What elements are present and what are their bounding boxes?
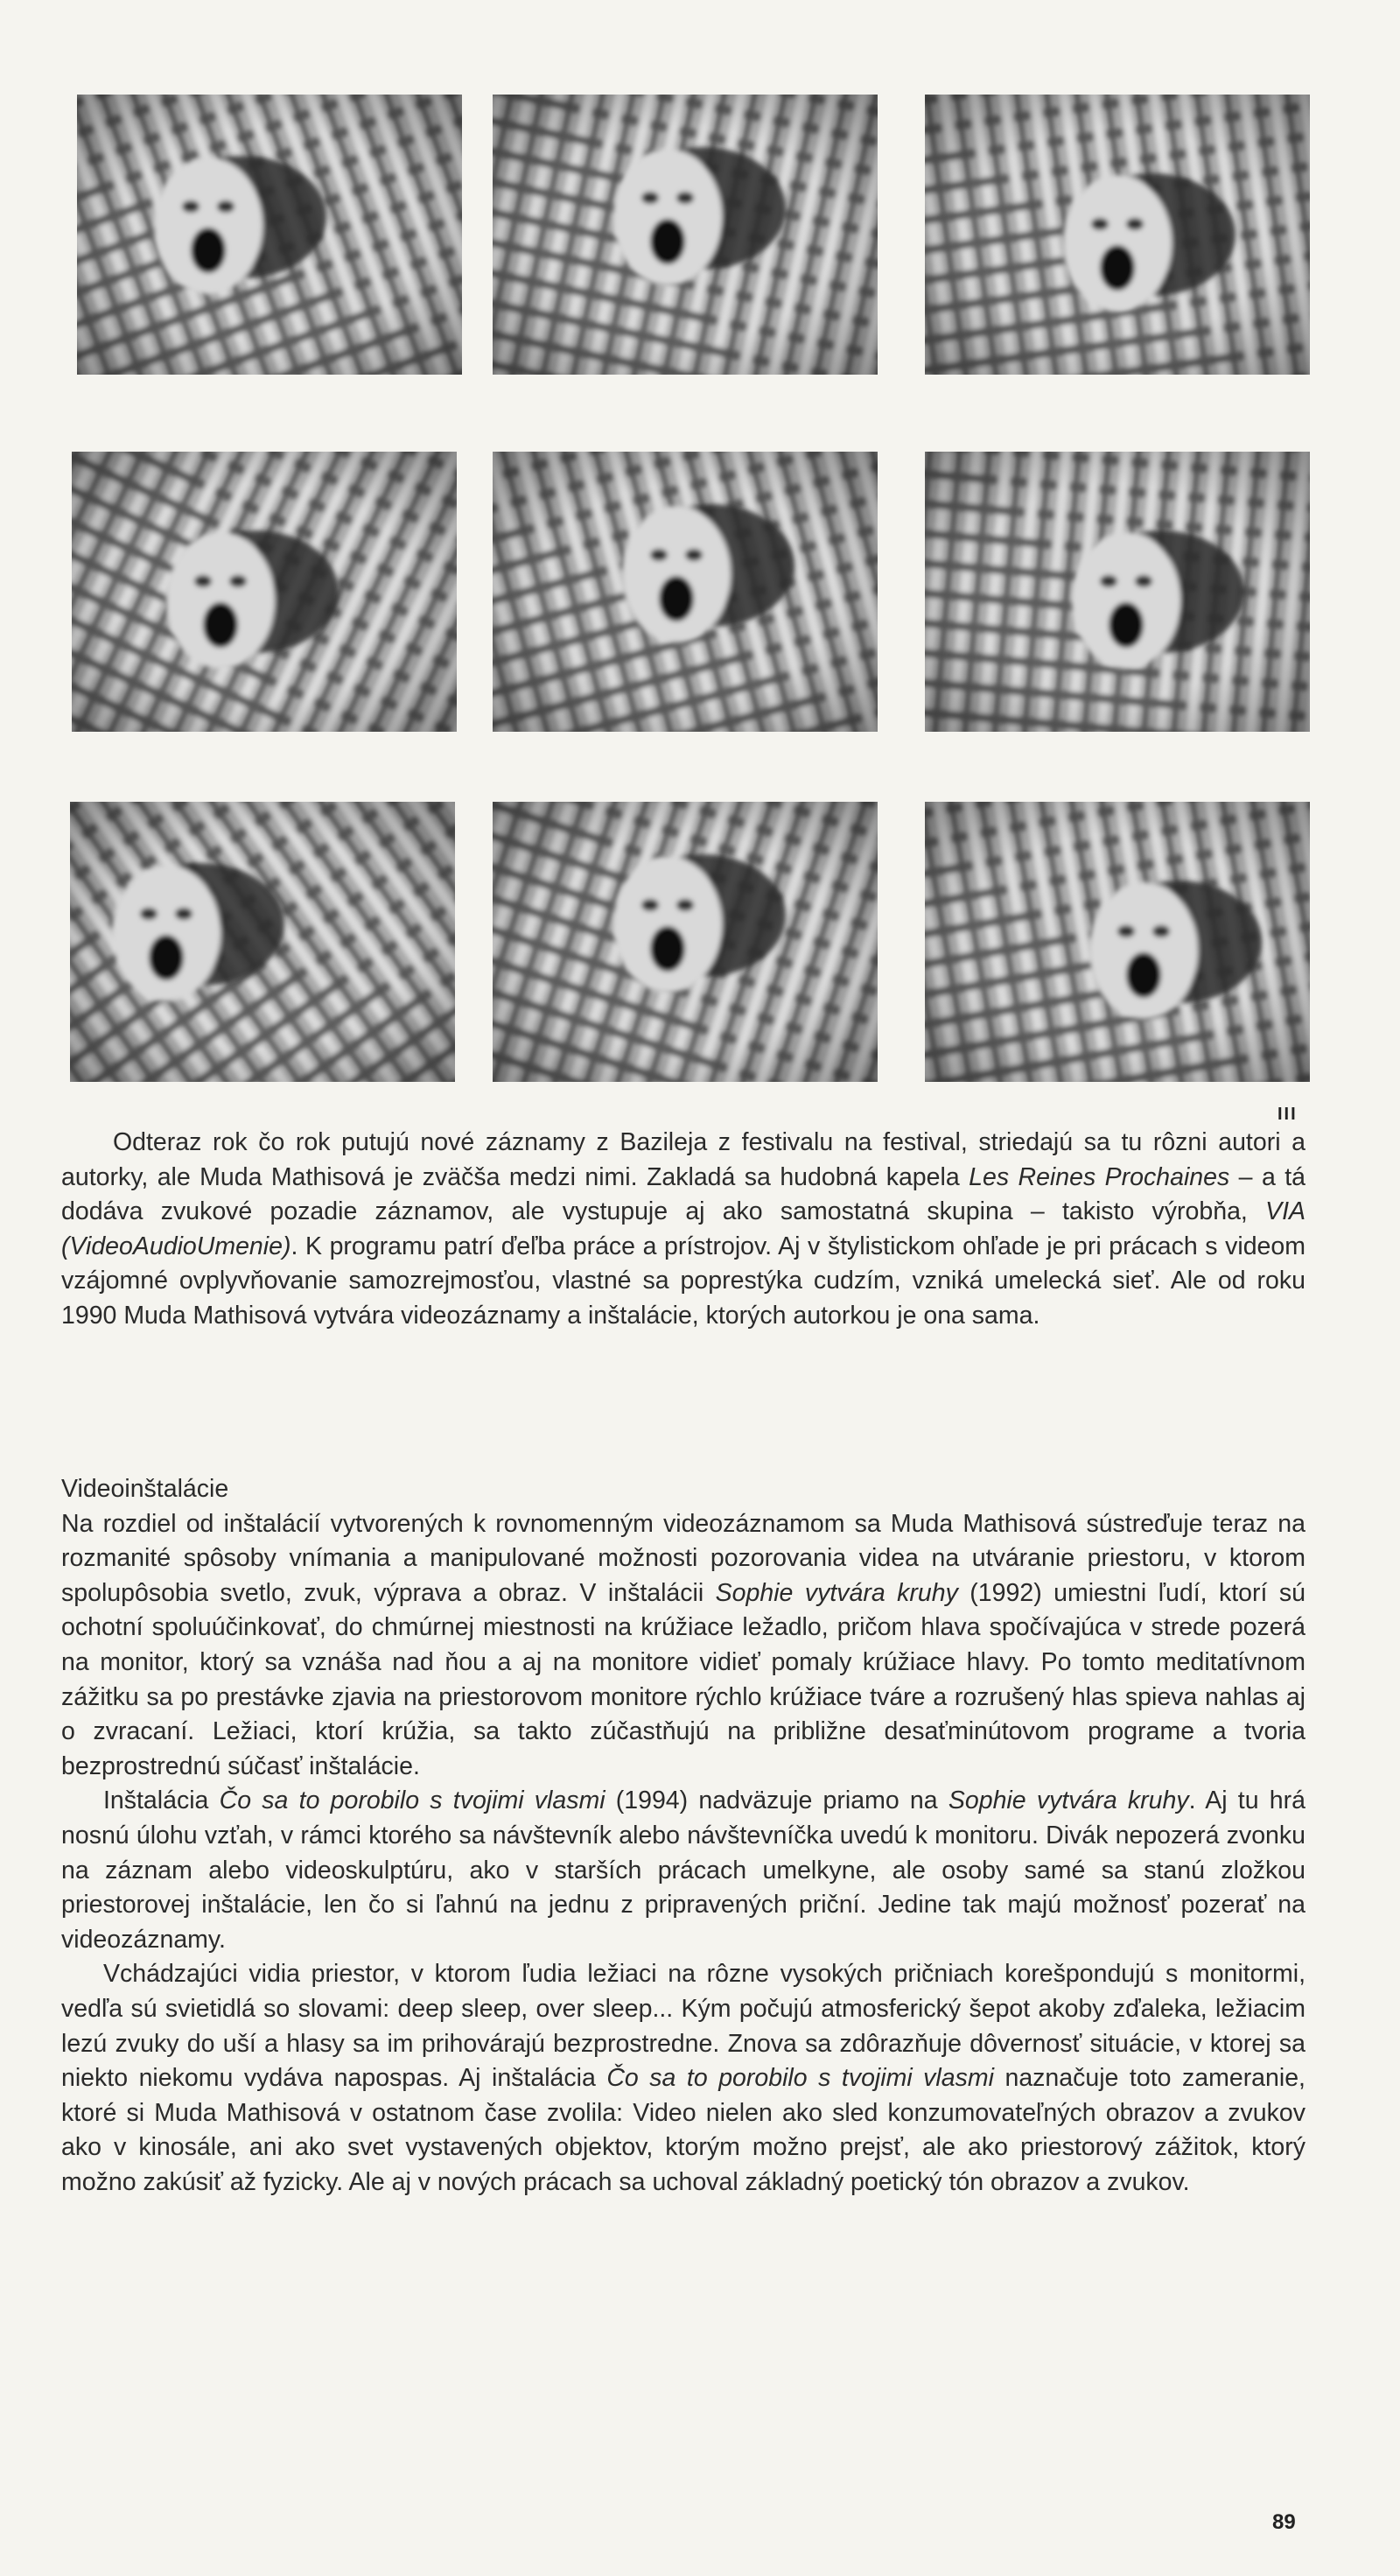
section-marker: III	[1278, 1105, 1298, 1124]
video-still-6	[925, 452, 1310, 732]
video-still-graphic	[925, 452, 1310, 732]
video-still-2	[493, 95, 878, 375]
section-paragraph-1: Na rozdiel od inštalácií vytvorených k rovnomenným videozáznamom sa Muda Mathisová sústreďuje teraz na rozmanité spôsoby vnímania a manipulované možnosti pozorovania videa na utváranie priestoru, v ktorom spolupôsobia svetlo, zvuk, výprava a obraz. V inštalácii Sophie vytvára kruhy (1992) umiestni ľudí, ktorí sú ochotní spoluúčinkovať, do chmúrnej miestnosti na krúžiace ležadlo, pričom hlava spočívajúca v strede pozerá na monitor, ktorý sa vznáša nad ňou a aj na monitore vidieť pomaly krúžiace hlavy. Po tomto meditatívnom zážitku sa po prestávke zjavia na priestorovom monitore rýchlo krúžiace tváre a rozrušený hlas spieva nahlas aj o zvracaní. Ležiaci, ktorí krúžia, sa takto zúčastňujú na približne desaťminútovom programe a tvoria bezprostrednú súčasť inštalácie.	[61, 1509, 1306, 1780]
video-still-5	[493, 452, 878, 732]
video-still-4	[72, 452, 457, 732]
video-still-graphic	[493, 452, 878, 732]
section-paragraph-2: Inštalácia Čo sa to porobilo s tvojimi vlasmi (1994) nadväzuje priamo na Sophie vytvára kruhy. Aj tu hrá nosnú úlohu vzťah, v rámci ktorého sa návštevník alebo návštevníčka uvedú k monitoru. Divák nepozerá zvonku na záznam alebo videoskulptúru, ako v starších prácach umelkyne, ale osoby samé sa stanú zložkou priestorovej inštalácie, len čo si ľahnú na jednu z pripravených priční. Jedine tak majú možnosť pozerať na videozáznamy.	[61, 1786, 1306, 1954]
video-still-1	[77, 95, 462, 375]
intro-paragraph: Odteraz rok čo rok putujú nové záznamy z Bazileja z festivalu na festival, striedajú sa tu rôzni autori a autorky, ale Muda Mathisová je zväčša medzi nimi. Zakladá sa hudobná kapela Les Reines Prochaines – a tá dodáva zvukové pozadie záznamov, ale vystupuje aj ako samostatná skupina – takisto výrobňa, VIA (VideoAudioUmenie). K programu patrí ďeľba práce a prístrojov. Aj v štylistickom ohľade je pri prácach s videom vzájomné ovplyvňovanie samozrejmosťou, vlastné sa poprestýka cudzím, vzniká umelecká sieť. Ale od roku 1990 Muda Mathisová vytvára videozáznamy a inštalácie, ktorých autorkou je ona sama.	[61, 1128, 1306, 1330]
video-still-graphic	[925, 95, 1310, 375]
video-still-graphic	[925, 802, 1310, 1082]
video-still-3	[925, 95, 1310, 375]
video-stills-grid	[70, 95, 1308, 1092]
videoinstallations-section	[61, 1472, 1306, 2200]
video-still-graphic	[77, 95, 462, 375]
video-still-7	[70, 802, 455, 1082]
section-heading: Videoinštalácie	[61, 1475, 229, 1503]
video-still-graphic	[72, 452, 457, 732]
page-number: 89	[1272, 2510, 1296, 2534]
intro-paragraph-block	[61, 1126, 1306, 1334]
video-still-graphic	[493, 95, 878, 375]
video-still-8	[493, 802, 878, 1082]
video-still-graphic	[493, 802, 878, 1082]
section-paragraph-3: Vchádzajúci vidia priestor, v ktorom ľudia ležiaci na rôzne vysokých pričniach korešpondujú s monitormi, vedľa sú svietidlá so slovami: deep sleep, over sleep... Kým počujú atmosferický šepot akoby zďaleka, ležiacim lezú zvuky do uší a hlasy sa im prihovárajú bezprostredne. Znova sa zdôrazňuje dôvernosť situácie, v ktorej sa niekto niekomu vydáva napospas. Aj inštalácia Čo sa to porobilo s tvojimi vlasmi naznačuje toto zameranie, ktoré si Muda Mathisová v ostatnom čase zvolila: Video nielen ako sled konzumovateľných obrazov a zvukov ako v kinosále, ani ako svet vystavených objektov, ktorým možno prejsť, ale ako priestorový zážitok, ktorý možno zakúsiť až fyzicky. Ale aj v nových prácach sa uchoval základný poetický tón obrazov a zvukov.	[61, 1960, 1306, 2196]
video-still-graphic	[70, 802, 455, 1082]
video-still-9	[925, 802, 1310, 1082]
